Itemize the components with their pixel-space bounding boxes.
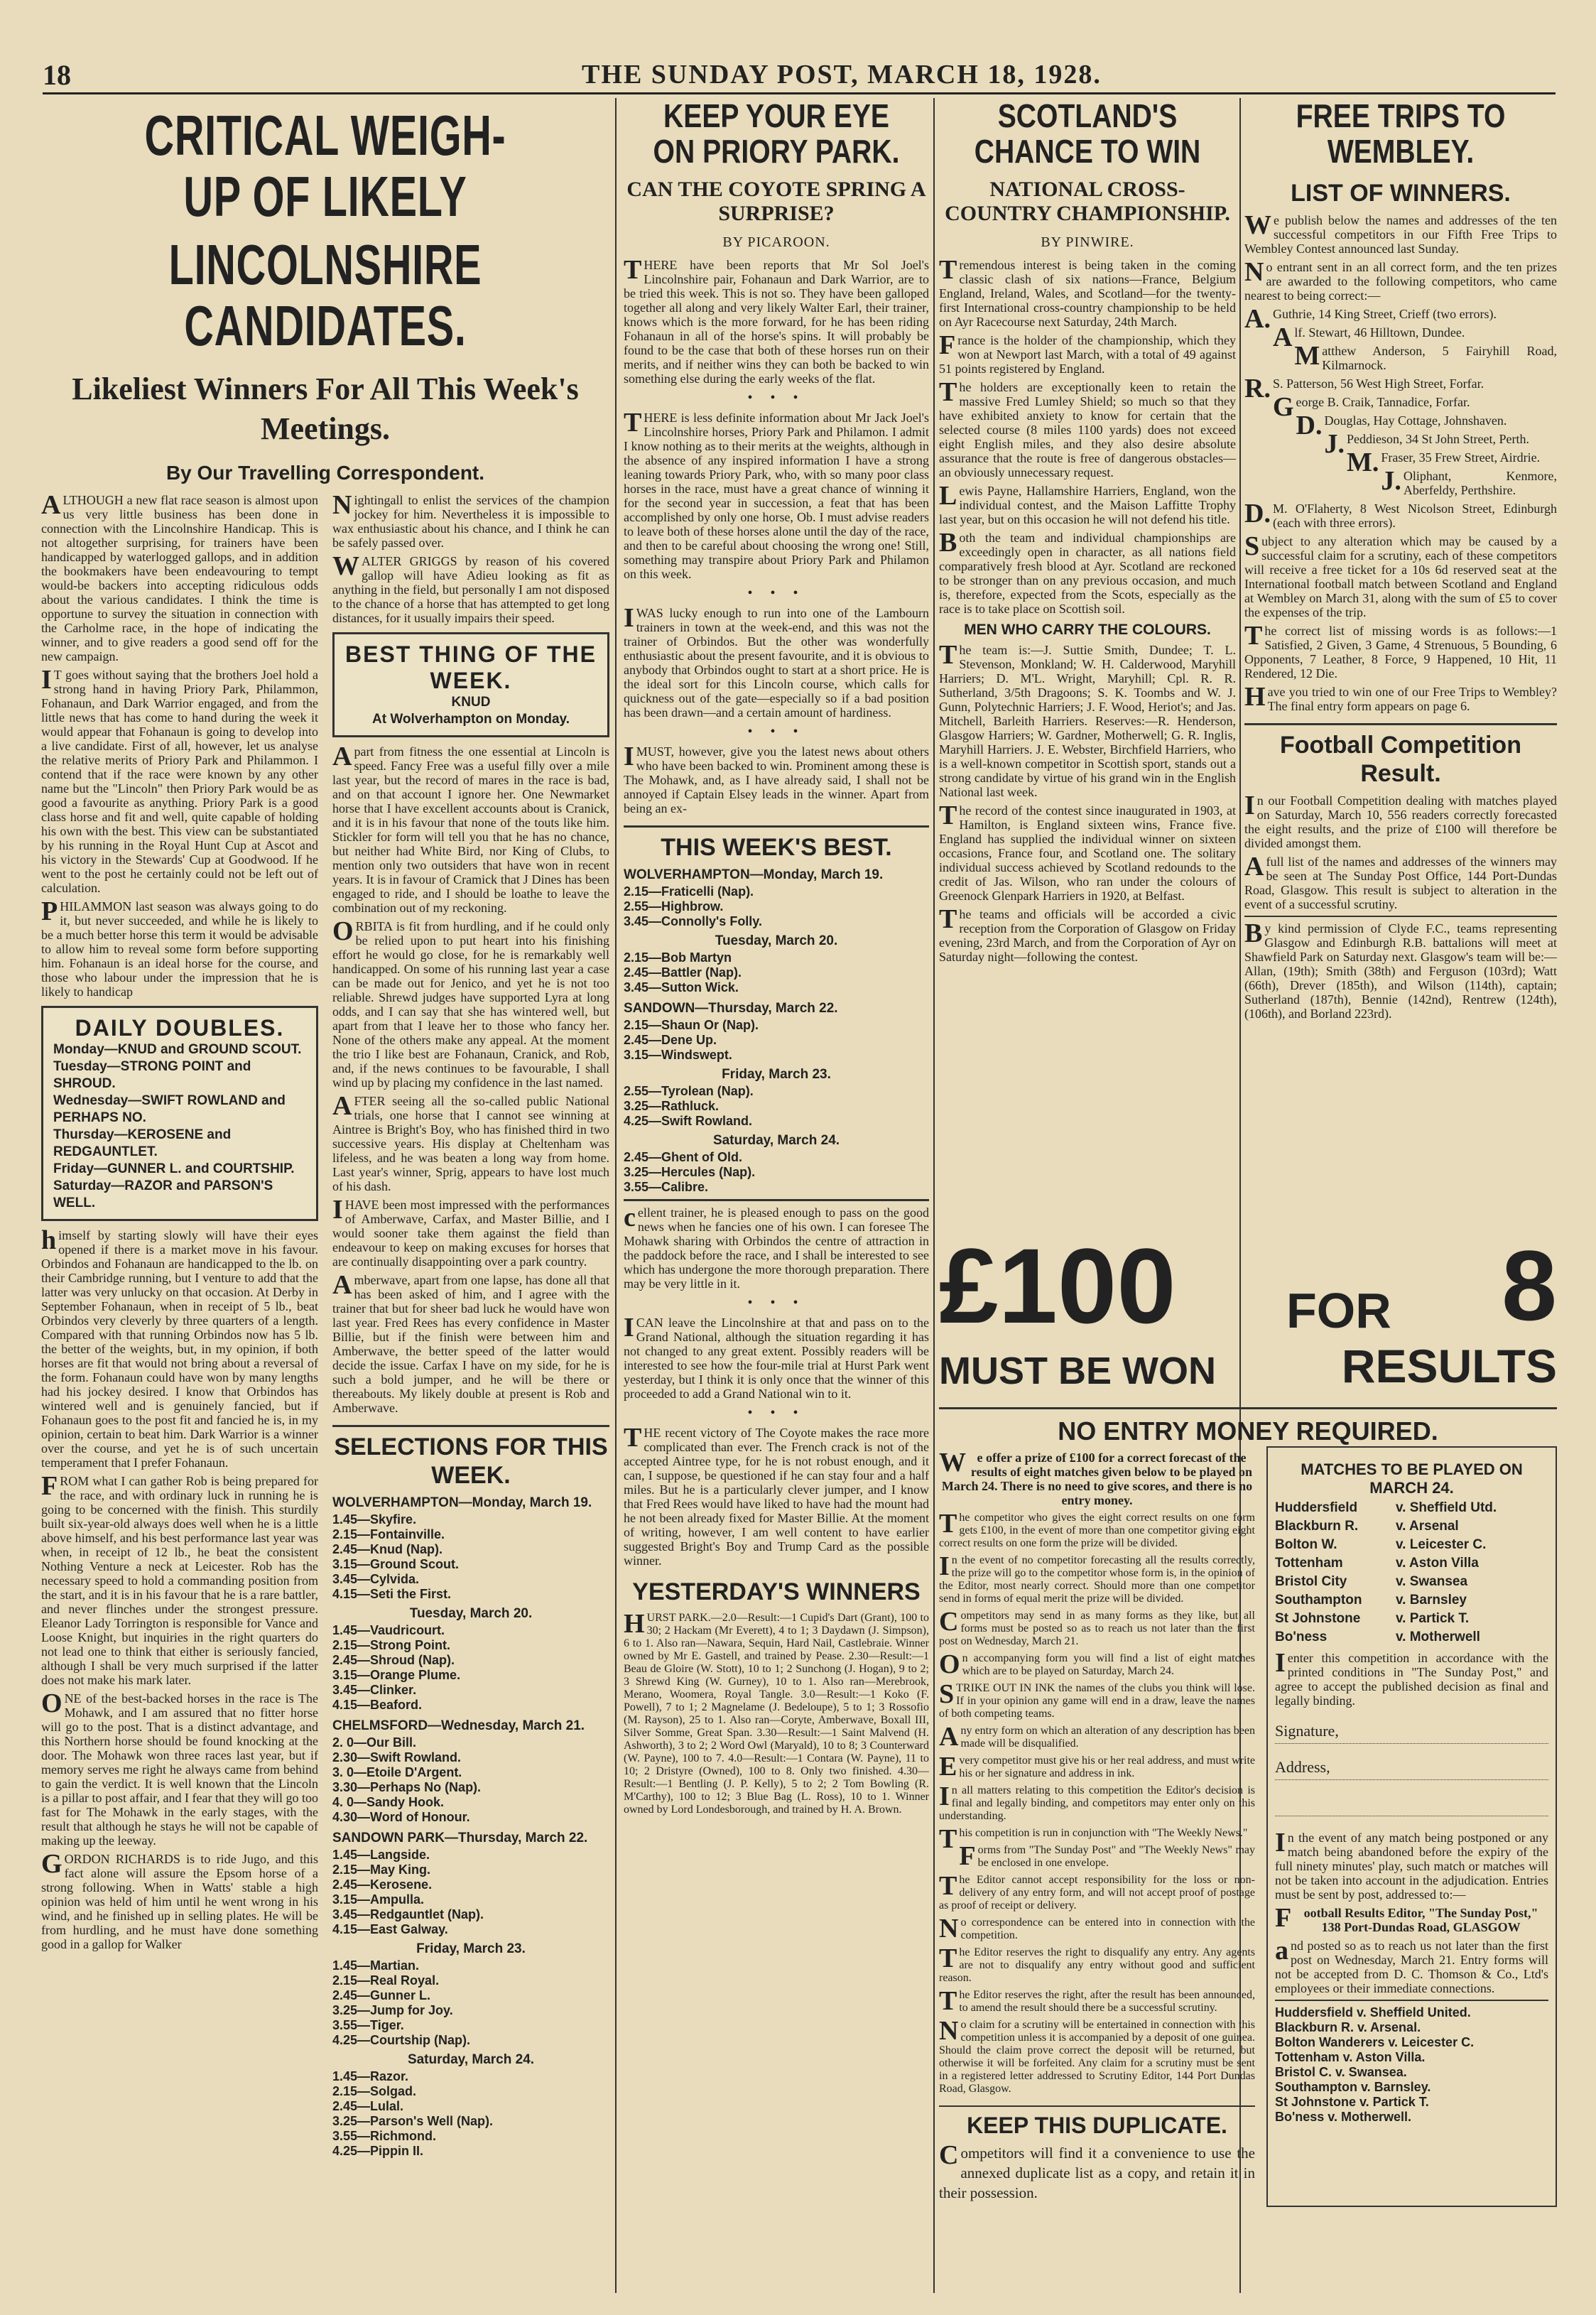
- selection-line: 3.45—Cylvida.: [332, 1572, 420, 1586]
- match-row: [1275, 1591, 1548, 1610]
- selection-line: 3.15—Orange Plume.: [332, 1668, 461, 1682]
- selection-line: 4.15—East Galway.: [332, 1922, 448, 1936]
- selection-line: 3.15—Ground Scout.: [332, 1557, 460, 1571]
- selection-line: 2.15—May King.: [332, 1863, 431, 1877]
- double-line: Friday—GUNNER L. and COURTSHIP.: [53, 1161, 295, 1176]
- article-byline: BY PICAROON.: [722, 234, 830, 250]
- this-weeks-best-title: THIS WEEK'S BEST.: [624, 825, 929, 862]
- football-result-title: Football Competition Result.: [1244, 723, 1557, 788]
- day-heading: Friday, March 23.: [722, 1067, 831, 1082]
- column-rule: [933, 98, 935, 2293]
- selection-line: 3.45—Clinker.: [332, 1683, 417, 1697]
- selection-line: 4.15—Beaford.: [332, 1698, 423, 1712]
- prize-banner: [939, 1226, 1557, 1345]
- away-team: v. Swansea: [1396, 1574, 1468, 1589]
- selection-line: 3.25—Parson's Well (Nap).: [332, 2114, 494, 2128]
- paragraph: ORBITA is fit from hurdling, and if he could only be relied upon to put heart into his finishing effort he would go close, for he is remarkably well handicapped. On some of his running last year a case can be made out for Jenico, and yet he is not too reliable. Shrewd judges have supported Lyra at long odds, and I can say that she has wintered well, but apart from that I leave her to those who fancy her. None of the others make any appeal. At the moment the trio I like best are Fohanaun, Cranick, and Rob, and, if the news continues to be favourable, I shall wind up by placing my confidence in the last named.: [332, 916, 609, 1090]
- this-weeks-best-list: [624, 867, 929, 1195]
- meeting-heading: WOLVERHAMPTON—Monday, March 19.: [332, 1495, 592, 1510]
- day-heading: Saturday, March 24.: [712, 1133, 840, 1148]
- body-right: [332, 489, 609, 2159]
- rule-paragraph: No correspondence can be entered into in connection with the competition.: [939, 1914, 1255, 1943]
- home-team: Bo'ness: [1275, 1630, 1328, 1644]
- page-number: 18: [43, 58, 71, 91]
- selection-line: 4. 0—Sandy Hook.: [332, 1795, 445, 1809]
- prize-sub-banner: [939, 1339, 1557, 1393]
- best-thing-title: BEST THING OF THE WEEK.: [345, 641, 597, 693]
- duplicate-list: [1275, 2000, 1548, 2125]
- winners-text: HURST PARK.—2.0—Result:—1 Cupid's Dart (Grant), 100 to 30; 2 Hackam (Mr Everett), 4 to 1; 3 Daydawn (J. Simpson), 6 to 1. Also ran—Nawara, Sequin, Hard Nail, Castlebraie. Winner owned by Mr E. Gastell, and trained by Pease. 2.30—Result:—1 Beau de Gloire (W. Stott), 10 to 1; 2 Sunchong (J. Hogan), 9 to 2; 3 Shrewd King (W. Gurney), 10 to 1. Also ran—Merebrook, Merano, Woomera, Royal Tangle. 3.0—Result:—1 Koko (F. Powell), 7 to 1; 2 Magnelame (J. Bedeloupe), 5 to 1; 3 Rossofio (M. Rayson), 25 to 1. Also ran—Coryte, Amberwave, Boxall III, Silver Somme, Great Span. 3.30—Result:—1 Saint Malvend (H. Ashworth), 3 to 2; 2 Word Owl (Maryald), 10 to 8; 3 Counterward (W. Payne), 100 to 7. 4.0—Result:—1 Contara (W. Payne), 11 to 10; 2 Dristyre (Owned), 100 to 8. Only two finished. 4.30—Result:—1 Bentling (J. P. Kelly), 5 to 2; 2 Tom Bowling (R. M'Carthy), 100 to 12; 3 Blue Bag (L. Ross), 10 to 1. Winner owned by Lord Londesborough, and trained by H. A. Brown.: [624, 1609, 929, 1816]
- selection-line: 1.45—Vaudricourt.: [332, 1623, 445, 1637]
- selection-line: 1.45—Martian.: [332, 1958, 420, 1973]
- selection-line: 1.45—Skyfire.: [332, 1512, 417, 1527]
- duplicate-line: Southampton v. Barnsley.: [1275, 2080, 1431, 2094]
- selection-line: 4.25—Courtship (Nap).: [332, 2033, 471, 2047]
- selection-line: 3.25—Rathluck.: [624, 1099, 720, 1113]
- paragraph: Both the team and individual championships are exceedingly open in character, as all nations field comparatively fresh blood at Ayr. Scotland are reckoned to be stronger than on any previous occasion, and much is, therefore, expected from the Scots, especially as the race is to take place on Scottish soil.: [939, 528, 1236, 616]
- paragraph: The holders are exceptionally keen to retain the massive Fred Lumley Shield; so much so that they have exhibited anxiety to know for certain that the selected course (8 miles 1100 yards) does not exceed eight English miles, and they also desire absolute assurance that the route is free of dangerous obstacles—an obviously unnecessary request.: [939, 377, 1236, 479]
- paragraph: Lewis Payne, Hallamshire Harriers, England, won the individual contest, and the Maison Laffitte Trophy last year, but on this occasion he will not defend his title.: [939, 481, 1236, 526]
- yesterdays-winners-title: YESTERDAY'S WINNERS: [632, 1578, 921, 1605]
- selections-title: SELECTIONS FOR THIS WEEK.: [332, 1425, 609, 1490]
- away-team: v. Barnsley: [1396, 1593, 1467, 1608]
- paragraph: Have you tried to win one of our Free Trips to Wembley? The final entry form appears on page 6.: [1244, 682, 1557, 713]
- rule-paragraph: In all matters relating to this competition the Editor's decision is final and legally binding, and competitors may enter only on this understanding.: [939, 1782, 1255, 1822]
- selection-line: 2.15—Real Royal.: [332, 1973, 440, 1988]
- selection-line: 2.45—Ghent of Old.: [624, 1150, 743, 1164]
- selection-line: 2.15—Shaun Or (Nap).: [624, 1018, 759, 1032]
- separator: • • •: [747, 724, 805, 739]
- paragraph: ONE of the best-backed horses in the race is The Mohawk, and I am assured that no fitter horse will go to the post. That is a distinct advantage, and this Northern horse should be found knocking at the door. The Mohawk won three races last year, but if memory serves me right he always came from behind to gain the verdict. It is well known that the Lincoln is a pillar to post affair, and I fear that they will go too fast for The Mohawk in the early stages, with the result that although he stays he will not be capable of making up the leeway.: [41, 1688, 318, 1848]
- rule-paragraph: This competition is run in conjunction with "The Weekly News.": [939, 1824, 1248, 1854]
- selection-line: 1.45—Razor.: [332, 2069, 409, 2083]
- wembley-article: [1244, 98, 1557, 1227]
- selection-line: 2. 0—Our Bill.: [332, 1735, 417, 1750]
- no-entry-money: NO ENTRY MONEY REQUIRED.: [939, 1407, 1557, 1446]
- paragraph: No entrant sent in an all correct form, and the ten prizes are awarded to the following competitors, who came nearest to being correct:—: [1244, 257, 1557, 303]
- article-headline: SCOTLAND'S CHANCE TO WIN: [974, 98, 1201, 170]
- rule-paragraph: On accompanying form you will find a list of eight matches which are to be played on Saturday, March 24.: [939, 1649, 1255, 1679]
- competition-body: [939, 1446, 1557, 2207]
- results-word: RESULTS: [1341, 1340, 1557, 1392]
- selection-line: 3.45—Connolly's Folly.: [624, 914, 762, 928]
- paragraph: Subject to any alteration which may be caused by a successful claim for a scrutiny, each of these competitors will receive a free ticket for a 10s 6d reserved seat at the International football match between Scotland and England at Wembley on March 31, along with the sum of £5 to cover the expenses of the trip.: [1244, 531, 1557, 619]
- paragraph: IWAS lucky enough to run into one of the Lambourn trainers in town at the week-end, and this was not the trainer of Orbindos. But the other was wonderfully enthusiastic about the present favourite, and it is obvious to anybody that Orbindos ought to start at a short price. He is the ideal sort for this Lincoln course, which calls for quickness out of the gate—especially so if a bad position has been drawn—and a certain amount of hardiness.: [624, 603, 929, 720]
- winner-entry: Matthew Anderson, 5 Fairyhill Road, Kilmarnock.: [1294, 341, 1557, 372]
- duplicate-line: Bo'ness v. Motherwell.: [1275, 2110, 1411, 2124]
- article-body-top: [41, 489, 609, 2159]
- winner-entry: D.M. O'Flaherty, 8 West Nicolson Street, Edinburgh (each with three errors).: [1244, 499, 1557, 530]
- match-row: [1275, 1517, 1548, 1536]
- signature-field[interactable]: Signature,: [1275, 1722, 1548, 1744]
- selection-line: 2.45—Kerosene.: [332, 1877, 433, 1892]
- selection-line: 4.15—Seti the First.: [332, 1587, 452, 1601]
- winners-list: [1244, 304, 1557, 530]
- meeting-heading: SANDOWN—Thursday, March 22.: [624, 1001, 838, 1016]
- prize-for: FOR: [1286, 1283, 1391, 1338]
- selection-line: 3. 0—Etoile D'Argent.: [332, 1765, 462, 1779]
- paragraph: The record of the contest since inaugurated in 1903, at Hamilton, is England sixteen wins, France five. England has supplied the individual winner on sixteen occasions, France four, and Scotland one. The solitary individual success achieved by Scotland redounds to the credit of Jas. Wilson, who ran under the colours of Greenock Glenpark Harriers in 1920, at Belfast.: [939, 801, 1236, 903]
- winner-entry: R.S. Patterson, 56 West High Street, Forfar.: [1244, 374, 1484, 403]
- selection-line: 2.45—Shroud (Nap).: [332, 1653, 455, 1667]
- paragraph: THERE is less definite information about Mr Jack Joel's Lincolnshire horses, Priory Park and Philamon. I admit I know nothing as to their merits at the weights, although in the absence of any inspired information I have a strong leaning towards Priory Park, who, with so many poor class horses in the race, must have a great chance of winning it for the second year in succession, a feat that has been accomplished by only one horse, Ob. I must advise readers to leave both of these horses alone until the day of the race, and then to be careful about choosing the wrong one! Still, something may transpire about Priory Park and Philamon on this week.: [624, 408, 929, 581]
- address-field[interactable]: Address,: [1275, 1758, 1548, 1780]
- duplicate-line: Blackburn R. v. Arsenal.: [1275, 2020, 1421, 2034]
- winner-entry: Alf. Stewart, 46 Hilltown, Dundee.: [1272, 322, 1465, 352]
- match-row: [1275, 1536, 1548, 1554]
- home-team: Tottenham: [1275, 1556, 1343, 1571]
- away-team: v. Leicester C.: [1396, 1537, 1487, 1552]
- headline-line-1: CRITICAL WEIGH-UP OF LIKELY: [144, 104, 506, 228]
- meeting-heading: WOLVERHAMPTON—Monday, March 19.: [624, 867, 884, 882]
- selection-line: 4.25—Swift Rowland.: [624, 1114, 753, 1128]
- away-team: v. Aston Villa: [1396, 1556, 1479, 1571]
- match-row: [1275, 1554, 1548, 1573]
- rule-paragraph: Every competitor must give his or her real address, and must write his or her signature and address in ink.: [939, 1752, 1255, 1782]
- double-line: Saturday—RAZOR and PARSON'S WELL.: [53, 1178, 273, 1210]
- match-row: [1275, 1610, 1548, 1628]
- rule-paragraph: STRIKE OUT IN INK the names of the clubs you think will lose. If in your opinion any game will end in a draw, leave the names of both competing teams.: [939, 1679, 1255, 1720]
- paragraph: WALTER GRIGGS by reason of his covered gallop will have Adieu looking as fit as anything in the field, but personally I am not disposed to the chance of a horse that has attempted to get long distances, for it usually impairs their speed.: [332, 551, 609, 625]
- column-rule: [615, 98, 617, 2293]
- paragraph: ALTHOUGH a new flat race season is almost upon us very little business has been done in connection with the Lincolnshire Handicap. This is not altogether surprising, for trainers have been handicapped by waterlogged gallops, and in addition the bookmakers have been endeavouring to tempt would-be backers into accepting ridiculous odds about the various candidates. I think the time is opportune to survey the situation in connection with the Carholme race, in the hope of indicating the winner, and to give readers a good send off for the new campaign.: [41, 490, 318, 663]
- away-team: v. Sheffield Utd.: [1396, 1500, 1497, 1515]
- selection-line: 2.15—Fontainville.: [332, 1527, 445, 1541]
- selection-line: 3.55—Richmond.: [332, 2129, 437, 2143]
- list-of-winners-title: LIST OF WINNERS.: [1291, 180, 1511, 207]
- duplicate-line: Huddersfield v. Sheffield United.: [1275, 2005, 1471, 2019]
- paragraph: PHILAMMON last season was always going to do it, but never succeeded, and while he is likely to be a much better horse this term it would be advisable to allow him to reveal some form before supporting him. Fohanaun is an ideal horse for the course, and those who labour under the impression that he is likely to handicap: [41, 896, 318, 999]
- paragraph: IT goes without saying that the brothers Joel hold a strong hand in having Priory Park, Philammon, Fohanaun, and Dark Warrior engaged, and from the little news that has come to hand during the week it would appear that Fohanaun is going to develop into a live candidate. First of all, however, let us analyse the relative merits of Priory Park and Philammon. I contend that if the race were known by any other name but the "Lincoln" then Priory Park would be as good a favourite as anything. Priory Park is a good class horse and fit and well, quite capable of holding his own with the best. This view can be substantiated by his running in the Royal Hunt Cup at Ascot and his victory in the Stewards' Cup at Goodwood. If he went to the post he certainly could not be left out of calculation.: [41, 665, 318, 895]
- selection-line: 3.55—Calibre.: [624, 1180, 709, 1194]
- paragraph: IMUST, however, give you the latest news about others who have been backed to win. Prominent among these is The Mohawk, and, as I have already said, I shall not be annoyed if Captain Elsey leads in the winner. Apart from being an ex-: [624, 742, 929, 815]
- meeting-heading: CHELMSFORD—Wednesday, March 21.: [332, 1718, 585, 1733]
- rule-paragraph: In the event of no competitor forecasting all the results correctly, the prize will go to the competitor whose form is, in the opinion of the Editor, most nearly correct. Should more than one competitor send in forms of equal merit the prize will be divided.: [939, 1551, 1255, 1605]
- paragraph: IHAVE been most impressed with the performances of Amberwave, Carfax, and Master Billie, and I would sooner take them against the field than endeavour to keep on making excuses for horses that are continually disappointing over a park country.: [332, 1195, 609, 1269]
- coupon-title: MATCHES TO BE PLAYED ON MARCH 24.: [1301, 1460, 1523, 1497]
- selection-line: 2.45—Gunner L.: [332, 1988, 431, 2002]
- paragraph: France is the holder of the championship, which they won at Newport last March, with a total of 49 against 51 points registered by England.: [939, 330, 1236, 376]
- day-heading: Saturday, March 24.: [407, 2052, 535, 2067]
- day-heading: Friday, March 23.: [416, 1941, 526, 1956]
- rules-bold: We offer a prize of £100 for a correct forecast of the results of eight matches given below to be played on March 24. There is no need to give scores, and there is no entry money.: [939, 1448, 1253, 1507]
- selection-line: 3.45—Sutton Wick.: [624, 980, 739, 994]
- selection-line: 2.15—Solgad.: [332, 2084, 417, 2098]
- keep-duplicate-title: KEEP THIS DUPLICATE.: [939, 2105, 1255, 2139]
- rules-list: [939, 1509, 1255, 2096]
- masthead: [43, 57, 1556, 94]
- best-thing-where: At Wolverhampton on Monday.: [372, 712, 570, 727]
- rule-paragraph: Competitors may send in as many forms as they like, but all forms must be posted so as to reach us not later than the first post on Wednesday, March 21.: [939, 1607, 1255, 1647]
- separator: • • •: [747, 390, 805, 406]
- selection-line: 1.45—Langside.: [332, 1848, 430, 1862]
- selection-line: 2.45—Dene Up.: [624, 1033, 717, 1047]
- selection-line: 3.45—Redgauntlet (Nap).: [332, 1907, 484, 1921]
- home-team: Huddersfield: [1275, 1500, 1358, 1515]
- prize-amount: £100: [939, 1226, 1176, 1345]
- paragraph: THE recent victory of The Coyote makes the race more complicated than ever. The French crack is not of the accepted Aintree type, for he is not robust enough, and it can, I suppose, be questioned if he can stay four and a half miles. But he is a particularly clever jumper, and I know that Fred Rees would have liked to have had the mount had he not been already fixed for Master Billie. At the moment of writing, however, I am well content to have earlier suggested Bright's Boy and Trump Card as the possible winner.: [624, 1423, 929, 1568]
- paragraph: Apart from fitness the one essential at Lincoln is speed. Fancy Free was a useful filly over a mile last year, but the record of mares in the race is bad, and on that account I ignore her. One Newmarket horse that I have excellent accounts about is Cranick, and it is in his favour that none of the touts like him. Stickler for form will tell you that he has no chance, but neither had White Bird, nor King of Clubs, to mention only two outsiders that have won in recent years. It is in favour of Cramick that J Dines has been engaged to ride, and I should be loathe to leave the combination out of my reckoning.: [332, 742, 609, 915]
- paragraph: The correct list of missing words is as follows:—1 Satisfied, 2 Given, 3 Game, 4 Strenuous, 5 Bounding, 6 Opponents, 7 Leather, 8 Force, 9 Happened, 10 Hit, 11 Rendered, 12 Die.: [1244, 621, 1557, 681]
- selection-line: 3.30—Perhaps No (Nap).: [332, 1780, 482, 1794]
- rule-paragraph: The Editor reserves the right, after the result has been announced, to amend the result should there be a successful scrutiny.: [939, 1986, 1255, 2016]
- selection-line: 3.15—Windswept.: [624, 1048, 732, 1062]
- best-thing-horse: KNUD: [451, 695, 491, 710]
- paragraph: ICAN leave the Lincolnshire at that and pass on to the Grand National, although the situation regarding it has not changed to any great extent. Possibly readers will be interested to see how the four-mile trial at Hurst Park went yesterday, but I think it is only once that the winner of this proceeded to add a Grand National win to it.: [624, 1313, 929, 1401]
- paragraph: In our Football Competition dealing with matches played on Saturday, March 10, 556 readers correctly forecasted the eight results, and the prize of £100 will therefore be divided amongst them.: [1244, 791, 1557, 850]
- entry-coupon: [1266, 1446, 1557, 2207]
- priory-park-article: [624, 98, 929, 2293]
- matches-list: [1275, 1499, 1548, 1647]
- double-line: Wednesday—SWIFT ROWLAND and PERHAPS NO.: [53, 1093, 286, 1125]
- paragraph: Amberwave, apart from one lapse, has done all that has been asked of him, and I agree with the trainer that but for sheer bad luck he would have won last year. Fred Rees has every confidence in Master Billie, but if the finish were between him and Amberwave, the better speed of the latter would decide the issue. Carfax I have on my side, for he is such a bold jumper, and he will be there or thereabouts. My likely double at present is Rob and Amberwave.: [332, 1270, 609, 1415]
- separator: • • •: [747, 1405, 805, 1421]
- paragraph: Tremendous interest is being taken in the coming classic clash of six nations—France, Belgium England, Ireland, Wales, and Scotland—for the twenty-first International cross-country championship to be held on Ayr Racecourse next Saturday, 24th March.: [939, 255, 1236, 329]
- home-team: Blackburn R.: [1275, 1519, 1359, 1534]
- article-subhead: NATIONAL CROSS-COUNTRY CHAMPIONSHIP.: [945, 178, 1230, 225]
- rule-paragraph: Any entry form on which an alteration of any description has been made will be disqualified.: [939, 1722, 1255, 1752]
- home-team: St Johnstone: [1275, 1611, 1361, 1626]
- selection-line: 4.25—Pippin II.: [332, 2144, 424, 2158]
- men-colours-title: MEN WHO CARRY THE COLOURS.: [964, 622, 1211, 638]
- match-row: [1275, 1628, 1548, 1647]
- away-team: v. Arsenal: [1396, 1519, 1459, 1534]
- selection-line: 2.30—Swift Rowland.: [332, 1750, 462, 1764]
- must-be-won: MUST BE WON: [939, 1350, 1216, 1392]
- match-row: [1275, 1573, 1548, 1591]
- separator: • • •: [747, 1295, 805, 1311]
- body-left: [41, 489, 318, 2159]
- double-line: Monday—KNUD and GROUND SCOUT.: [53, 1042, 302, 1057]
- selection-line: 2.45—Knud (Nap).: [332, 1542, 443, 1556]
- double-line: Tuesday—STRONG POINT and SHROUD.: [53, 1059, 251, 1091]
- winner-entry: J.Oliphant, Kenmore, Aberfeldy, Perthshire.: [1381, 466, 1557, 497]
- article-headline: KEEP YOUR EYE ON PRIORY PARK.: [653, 98, 900, 170]
- selection-line: 2.45—Battler (Nap).: [624, 965, 742, 980]
- coupon-fine-print: In the event of any match being postponed or any match being abandoned before the expiry of the full ninety minutes' play, such match or matches will not be taken into account in the adjudication. Entries must be sent by post, addressed to:—: [1275, 1828, 1548, 1902]
- selection-line: 2.15—Bob Martyn: [624, 950, 732, 965]
- article-subhead: CAN THE COYOTE SPRING A SURPRISE?: [626, 178, 926, 225]
- postal-terms: and posted so as to reach us not later than the first post on Wednesday, March 21. Entry forms will not be accepted from D. C. Thomson & Co., Ltd's employees or their immediate connections.: [1275, 1936, 1548, 1995]
- home-team: Southampton: [1275, 1593, 1362, 1608]
- rule-paragraph: Forms from "The Sunday Post" and "The Weekly News" may be enclosed in one envelope.: [959, 1841, 1255, 1871]
- winner-entry: J.Peddieson, 34 St John Street, Perth.: [1324, 429, 1529, 459]
- rule-paragraph: The Editor reserves the right to disqualify any entry. Any agents are not to disqualify any entry without good and sufficient reason.: [939, 1943, 1255, 1984]
- scotland-article: [939, 98, 1236, 1227]
- paragraph: The teams and officials will be accorded a civic reception from the Corporation of Glasgow on Friday evening, 23rd March, and from the Corporation of Ayr on Saturday night—following the contest.: [939, 904, 1236, 964]
- day-heading: Tuesday, March 20.: [409, 1606, 533, 1621]
- rule-paragraph: The Editor cannot accept responsibility for the loss or non-delivery of any entry form, and will not accept proof of postage as proof of receipt or delivery.: [939, 1871, 1255, 1912]
- paragraph: cellent trainer, he is pleased enough to pass on the good news when he fancies one of his own. I can foresee The Mohawk sharing with Orbindos the centre of attraction in the paddock before the race, and I shall be interested to see which has undergone the more thorough preparation. There may be very little in it.: [624, 1199, 929, 1291]
- duplicate-line: Bristol C. v. Swansea.: [1275, 2065, 1407, 2079]
- separator: • • •: [747, 585, 805, 601]
- competition-rules: [939, 1446, 1255, 2207]
- meeting-heading: SANDOWN PARK—Thursday, March 22.: [332, 1831, 588, 1845]
- match-row: [1275, 1499, 1548, 1517]
- paragraph: FROM what I can gather Rob is being prepared for the race, and with ordinary luck in running he is going to be concerned with the finish. This sturdily built six-year-old always does well when he is a little above himself, and his best performance last year was when, in receipt of 12 lb., he beat the consistent Nothing Venture a neck at Leicester. Rob has the necessary speed to hold a commanding position from the start, and it is in his favour that he is a rare battler, and never flinches under the strongest pressure. Eleanor Lady Torrington is responsible for Vance and Loose Knight, but inquiries in the right quarters do not lead one to think that either is seriously fancied, although I shall be very much surprised if the latter does not make his mark later.: [41, 1471, 318, 1687]
- article-byline: By Our Travelling Correspondent.: [165, 462, 485, 484]
- home-team: Bolton W.: [1275, 1537, 1337, 1552]
- paragraph: AFTER seeing all the so-called public National trials, one horse that I cannot see winning at Aintree is Bright's Boy, who has finished third in two successive years. His display at Cheltenham was lifeless, and he was beaten a long way from home. Last year's winner, Sprig, appears to have lost much of his dash.: [332, 1091, 609, 1193]
- duplicate-line: St Johnstone v. Partick T.: [1275, 2095, 1429, 2109]
- best-thing-box: [332, 632, 609, 737]
- paper-title: THE SUNDAY POST, MARCH 18, 1928.: [582, 60, 1102, 90]
- headline-line-2: LINCOLNSHIRE CANDIDATES.: [168, 233, 482, 357]
- paragraph: GORDON RICHARDS is to ride Jugo, and this fact alone will assure the Epsom horse of a strong following. When in Watts' stable a high opinion was held of him until he went wrong in his wind, and he finished up in selling plates. He will be from hurdling, and he must have done something good in a gallop for Walker: [41, 1849, 318, 1951]
- selection-line: 3.55—Tiger.: [332, 2018, 404, 2032]
- lincolnshire-article: [41, 98, 609, 2293]
- selection-line: 2.45—Lulal.: [332, 2099, 404, 2113]
- article-headline: FREE TRIPS TO WEMBLEY.: [1296, 98, 1506, 170]
- away-team: v. Motherwell: [1396, 1630, 1480, 1644]
- winner-entry: M.Fraser, 35 Frew Street, Airdrie.: [1346, 448, 1541, 477]
- rule-paragraph: The competitor who gives the eight correct results on one form gets £100, in the event of more than one competitor giving eight correct results on one form the prize will be divided.: [939, 1509, 1255, 1549]
- rule-paragraph: No claim for a scrutiny will be entertained in connection with this competition unless it is accompanied by a deposit of one guinea. Should the claim prove correct the deposit will be returned, but otherwise it will be forfeited. Any claim for a scrutiny must be sent in a registered letter addressed to Scrutiny Editor, 144 Port Dundas Road, Glasgow.: [939, 2016, 1255, 2095]
- duplicate-line: Tottenham v. Aston Villa.: [1275, 2050, 1426, 2064]
- selection-line: 2.15—Fraticelli (Nap).: [624, 884, 754, 899]
- winner-entry: A.Guthrie, 14 King Street, Crieff (two errors).: [1244, 304, 1497, 334]
- selection-line: 3.25—Hercules (Nap).: [624, 1165, 756, 1179]
- selection-line: 2.15—Strong Point.: [332, 1638, 451, 1652]
- double-line: Thursday—KEROSENE and REDGAUNTLET.: [53, 1127, 232, 1159]
- coupon-note: Ienter this competition in accordance with the printed conditions in "The Sunday Post," and agree to accept the published decision as final and legally binding.: [1275, 1648, 1548, 1708]
- daily-doubles-box: [41, 1006, 318, 1221]
- paragraph: himself by starting slowly will have their eyes opened if there is a market move in his favour. Orbindos and Fohanaun are handicapped to the lb. on their Cambridge running, but I venture to add that the latter was very unlucky on that occasion. At Derby in September Fohanaun, when in receipt of 5 lb., beat Orbindos very cleverly by three quarters of a length. Compared with that running Orbindos now has 5 lb. the better of the weights, but, in my opinion, if both horses are fit that would not bring about a reversal of the form. Fohanaun could have won by many lengths had his jockey desired. I know that Orbindos has wintered well and is genuinely fancied, but if Fohanaun goes to the post fit and fancied he is, in my opinion, certain to beat him. Dark Warrior is a winner over the course, and yet he is of such uncertain temperament that I prefer Fohanaun.: [41, 1225, 318, 1470]
- daily-doubles-title: DAILY DOUBLES.: [75, 1015, 285, 1041]
- duplicate-line: Bolton Wanderers v. Leicester C.: [1275, 2035, 1475, 2049]
- winner-entry: D.Douglas, Hay Cottage, Johnshaven.: [1296, 411, 1507, 440]
- away-team: v. Partick T.: [1396, 1611, 1470, 1626]
- selection-line: 2.55—Highbrow.: [624, 899, 724, 913]
- selection-line: 3.15—Ampulla.: [332, 1892, 425, 1907]
- paragraph: Nightingall to enlist the services of the champion jockey for him. Nevertheless it is impossible to wax enthusiastic about his chance, and I think he can be safely passed over.: [332, 490, 609, 550]
- paragraph: Afull list of the names and addresses of the winners may be seen at The Sunday Post Office, 144 Port-Dundas Road, Glasgow. This result is subject to alteration in the event of a successful scrutiny.: [1244, 852, 1557, 911]
- address-field-line[interactable]: [1275, 1794, 1548, 1816]
- paragraph: The team is:—J. Suttie Smith, Dundee; T. L. Stevenson, Monkland; W. H. Calderwood, Maryhill Harriers; D. M'L. Wright, Maryhill; Cpl. R. R. Sutherland, 3/5th Dragoons; S. K. Toombs and W. J. Gunn, Polytechnic Harriers; J. F. Wood, Heriot's; and Jas. Mitchell, Barleith Harriers. Reserves:—R. Henderson, Glasgow Harriers; W. Gardner, Motherwell; G. R. Inglis, Maryhill Harriers. J. E. Webster, Birchfield Harriers, who is a well-known competitor in Scottish sport, stands out a strong candidate by virtue of his grand win in the English National last week.: [939, 640, 1236, 799]
- home-team: Bristol City: [1275, 1574, 1347, 1589]
- winner-entry: George B. Craik, Tannadice, Forfar.: [1272, 392, 1470, 422]
- paragraph: THERE have been reports that Mr Sol Joel's Lincolnshire pair, Fohanaun and Dark Warrior, are to be tried this week. This is not so. They have been galloped together all along and very likely Walter Earl, their trainer, knows which is the more forward, for he has been riding Fohanaun in all of the horse's spins. It will probably be found to be the case that both of these horses run on their merits, and if neither wins they can both be backed to win something else during the early weeks of the flat.: [624, 255, 929, 386]
- article-subhead: Likeliest Winners For All This Week's Meetings.: [72, 372, 579, 446]
- postal-address: Football Results Editor, "The Sunday Post," 138 Port-Dundas Road, GLASGOW: [1275, 1903, 1538, 1934]
- keep-text: Competitors will find it a convenience to use the annexed duplicate list as a copy, and retain it in their possession.: [939, 2140, 1255, 2201]
- selection-line: 2.55—Tyrolean (Nap).: [624, 1084, 754, 1098]
- article-byline: BY PINWIRE.: [1041, 234, 1134, 250]
- paragraph: By kind permission of Clyde F.C., teams representing Glasgow and Edinburgh R.B. battalions will meet at Shawfield Park on Saturday next. Glasgow's team will be:—Allan, (19th); Smith (38th) and Ferguson (103rd); Watt (66th), Drever (185th), and Wilson (114th), captain; Sutherland (187th), Bennie (142nd), Rentrew (124th), (106th), and Borland 223rd).: [1244, 916, 1557, 1021]
- paragraph: We publish below the names and addresses of the ten successful competitors in our Fifth Free Trips to Wembley Contest announced last Sunday.: [1244, 210, 1557, 256]
- selection-line: 3.25—Jump for Joy.: [332, 2003, 453, 2017]
- selections-list: [332, 1495, 609, 2159]
- prize-eight: 8: [1502, 1230, 1557, 1341]
- football-competition-ad: [939, 1226, 1557, 2207]
- selection-line: 4.30—Word of Honour.: [332, 1810, 470, 1824]
- day-heading: Tuesday, March 20.: [715, 933, 838, 948]
